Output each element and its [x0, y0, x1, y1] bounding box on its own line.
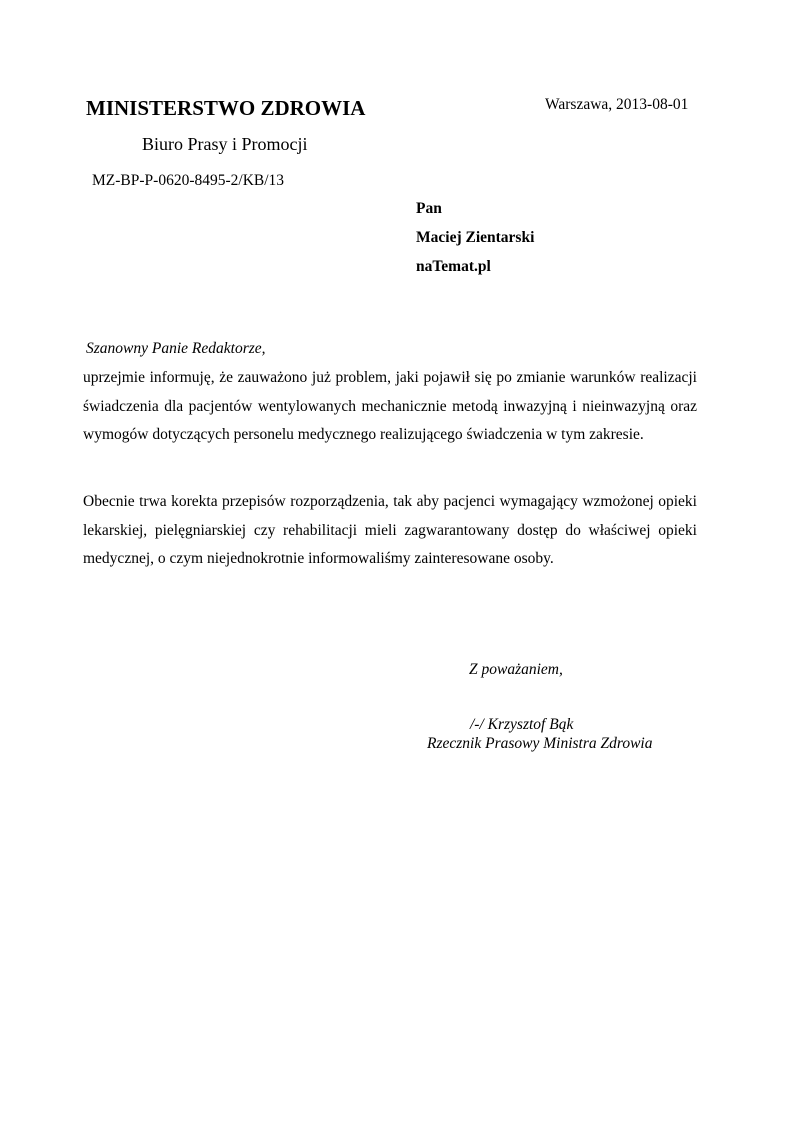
recipient-name: Maciej Zientarski [416, 229, 535, 246]
reference-number: MZ-BP-P-0620-8495-2/KB/13 [92, 172, 285, 189]
recipient-title: Pan [416, 200, 442, 217]
office-name: Biuro Prasy i Promocji [142, 134, 308, 154]
signatory-role: Rzecznik Prasowy Ministra Zdrowia [427, 735, 653, 752]
closing: Z poważaniem, [469, 661, 563, 678]
recipient-outlet: naTemat.pl [416, 258, 491, 275]
body-paragraph-1: uprzejmie informuję, że zauważono już problem, jaki pojawił się po zmianie warunków realizacji świadczenia dla pacjentów wentylowanych mechanicznie metodą inwazyjną i nieinwazyjną oraz wymogów dotyczących personelu medycznego realizującego świadczenia w tym zakresie. [83, 369, 697, 443]
body-paragraph-2: Obecnie trwa korekta przepisów rozporządzenia, tak aby pacjenci wymagający wzmożonej opieki lekarskiej, pielęgniarskiej czy rehabilitacji mieli zagwarantowany dostęp do właściwej opieki medycznej, o czym niejednokrotnie informowaliśmy zainteresowane osoby. [83, 493, 697, 567]
ministry-name: MINISTERSTWO ZDROWIA [86, 96, 366, 120]
salutation: Szanowny Panie Redaktorze, [86, 340, 266, 357]
signatory-name: /-/ Krzysztof Bąk [470, 716, 574, 733]
place-date: Warszawa, 2013-08-01 [545, 96, 689, 113]
